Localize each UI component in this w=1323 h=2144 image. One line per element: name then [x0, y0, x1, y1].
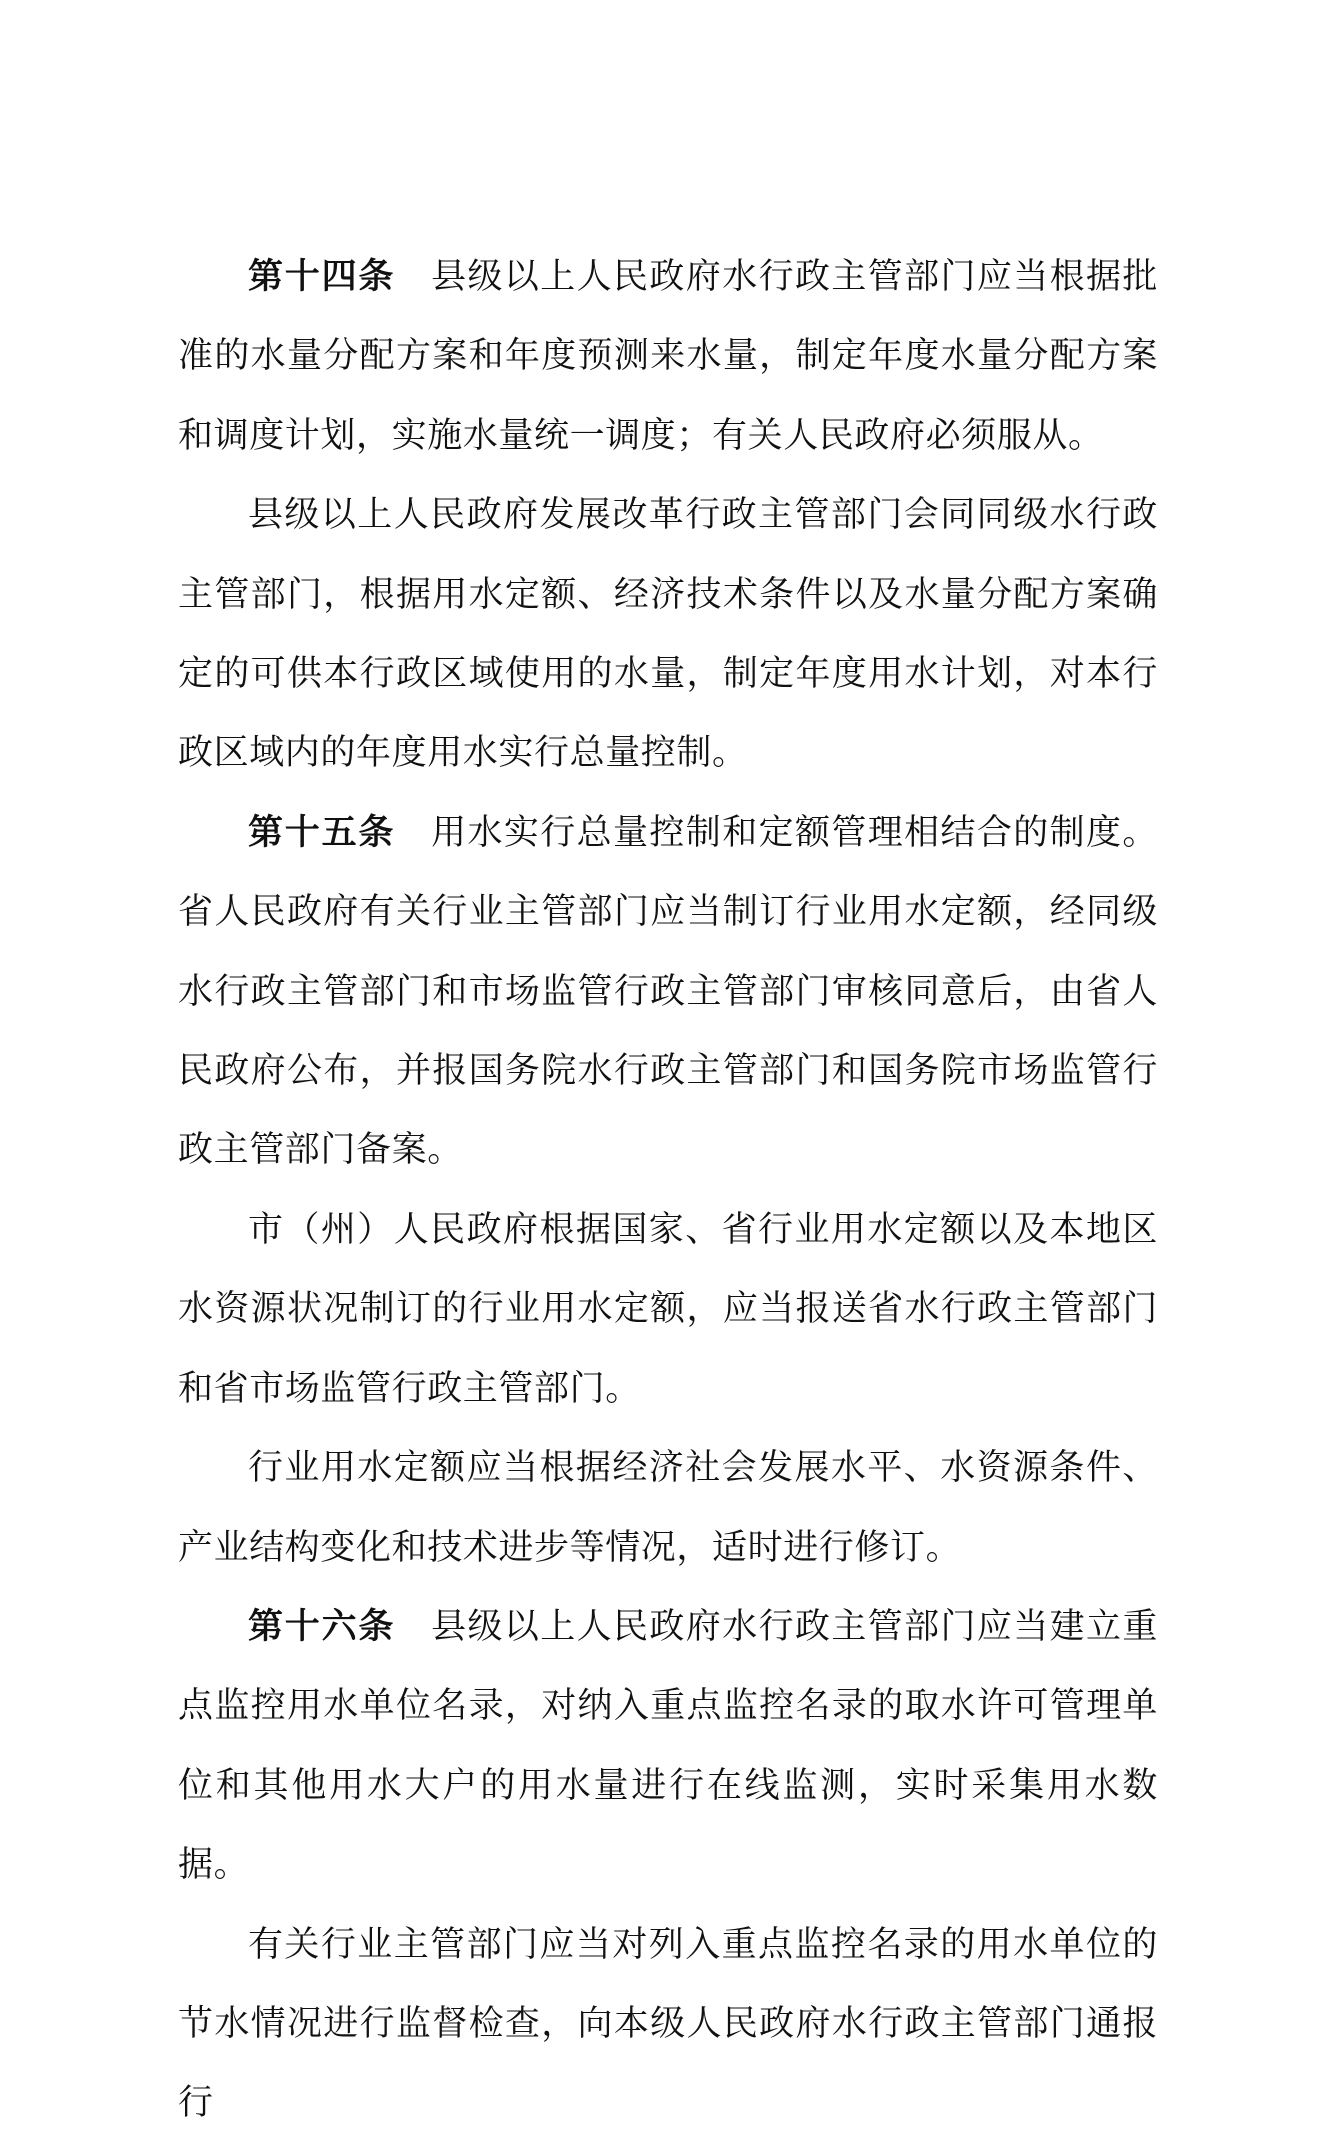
paragraph-article-15-clause-3 [178, 1429, 1158, 1588]
paragraph-text: 县级以上人民政府发展改革行政主管部门会同同级水行政主管部门，根据用水定额、经济技术条件以及水量分配方案确定的可供本行政区域使用的水量，制定年度用水计划，对本行政区域内的年度用水实行总量控制。 [178, 495, 1158, 774]
paragraph-text: 市（州）人民政府根据国家、省行业用水定额以及本地区水资源状况制订的行业用水定额，应当报送省水行政主管部门和省市场监管行政主管部门。 [178, 1209, 1158, 1409]
paragraph-text: 行业用水定额应当根据经济社会发展水平、水资源条件、产业结构变化和技术进步等情况，适时进行修订。 [178, 1448, 1158, 1568]
paragraph-text: 县级以上人民政府水行政主管部门应当建立重点监控用水单位名录，对纳入重点监控名录的取水许可管理单位和其他用水大户的用水量进行在线监测，实时采集用水数据。 [178, 1606, 1158, 1886]
article-number: 第十六条 [248, 1606, 396, 1647]
paragraph-article-16 [178, 1588, 1158, 1906]
paragraph-text: 县级以上人民政府水行政主管部门应当根据批准的水量分配方案和年度预测来水量，制定年度水量分配方案和调度计划，实施水量统一调度；有关人民政府必须服从。 [178, 257, 1158, 456]
paragraph-text: 用水实行总量控制和定额管理相结合的制度。省人民政府有关行业主管部门应当制订行业用水定额，经同级水行政主管部门和市场监管行政主管部门审核同意后，由省人民政府公布，并报国务院水行政主管部门和国务院市场监管行政主管部门备案。 [178, 812, 1158, 1171]
paragraph-article-15 [178, 794, 1158, 1191]
article-number: 第十四条 [248, 257, 396, 297]
paragraph-article-14 [178, 238, 1158, 476]
paragraph-article-14-clause-2 [178, 476, 1158, 794]
paragraph-article-16-clause-2 [178, 1906, 1158, 2144]
paragraph-article-15-clause-2 [178, 1191, 1158, 1429]
document-body [178, 238, 1158, 2144]
article-number: 第十五条 [248, 812, 396, 853]
paragraph-text: 有关行业主管部门应当对列入重点监控名录的用水单位的节水情况进行监督检查，向本级人民政府水行政主管部门通报行 [178, 1924, 1158, 2124]
